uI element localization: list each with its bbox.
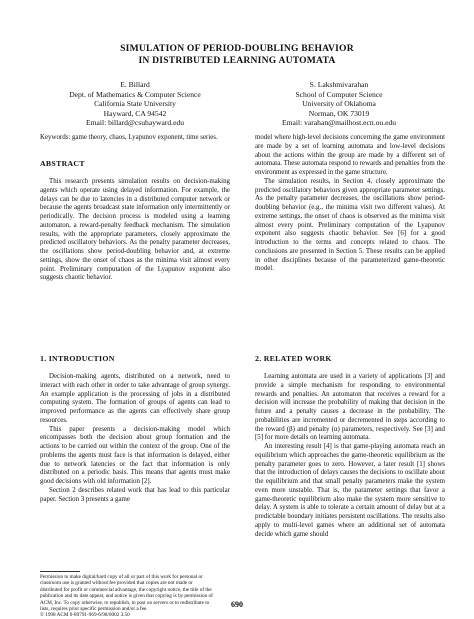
related-work-heading: 2. RELATED WORK: [255, 354, 332, 363]
right-column-continued: [255, 134, 445, 274]
footnote-line: Permission to make digital/hard copy of all or part of this work for personal or: [40, 574, 203, 580]
intro-paragraph-3: Section 2 describes related work that has lead to this particular paper. Section 3 presents a game: [40, 486, 230, 503]
author-block-2: [239, 80, 439, 128]
author-2-email: Email: varahan@mailhost.ecn.ou.edu: [281, 118, 397, 128]
author-2-city: Norman, OK 73019: [308, 108, 370, 118]
author-2-name: S. Lakshmivarahan: [309, 80, 369, 89]
author-2-dept: School of Computer Science: [295, 89, 383, 99]
introduction-heading: 1. INTRODUCTION: [40, 354, 115, 363]
abstract-paragraph: This research presents simulation results on decision-making agents which operate using delayed information. For example, the delays can be due to latencies in a distributed computer network or because the agents broadcast state information only intermittently or periodically. The decision process is modeled using a learning automaton, a reward-penalty feedback mechanism. The simulation results, with the appropriate parameters, closely approximate the predicted oscillatory behaviors. As the penalty parameter decreases, the oscillations show period-doubling behavior and, at extreme settings, show the onset of chaos as the minima visit almost every point. Preliminary computation of the Lyapunov exponent also suggests chaotic behavior.: [40, 178, 230, 282]
abstract-heading: ABSTRACT: [40, 159, 85, 168]
footnote-line: ACM, Inc. To copy otherwise, to republish, to post on servers or to redistribute to: [40, 599, 210, 606]
footnote-line: distributed for profit or commercial advantage, the copyright notice, the title of the: [40, 586, 212, 593]
author-1-email: Email: billard@csuhayward.edu: [85, 118, 185, 128]
author-1-name: E. Billard: [120, 80, 150, 89]
abstract-body: [40, 178, 230, 283]
copyright-footnote: [40, 574, 235, 619]
author-1-city: Hayward, CA 94542: [103, 108, 167, 118]
footnote-line: lists, requires prior specific permission and/or a fee.: [40, 606, 148, 613]
related-work-body: [255, 373, 445, 539]
keywords: Keywords: game theory, chaos, Lyapunov exponent, time series.: [40, 134, 218, 141]
right-paragraph-2: The simulation results, in Section 4, closely approximate the predicted oscillatory behaviors given appropriate parameter settings. As the penalty parameter decreases, the oscillations show period-doubling behavior (e.g., the minima visit two different values). At extreme settings, the onset of chaos is observed as the minima visit almost every point. Preliminary computation of the Lyapunov exponent also suggests chaotic behavior. See [6] for a good introduction to the terms and concepts related to chaos. The conclusions are presented in Section 5. These results can be applied in other disciplines because of the parameterized game-theoretic model.: [255, 177, 445, 273]
paper-title: [40, 43, 434, 67]
page-number: 690: [231, 600, 243, 609]
introduction-body: [40, 373, 230, 504]
related-paragraph-2: An interesting result [4] is that game-playing automata reach an equilibrium which approaches the game-theoretic equilibrium as the penalty parameter goes to zero. However, a later result [1] shows that the introduction of delays causes the decisions to oscillate about the equilibrium and that small penalty parameters make the system even more unstable. That is, the parameter settings that favor a game-theoretic equilibrium also make the system more sensitive to delay. A system is able to tolerate a certain amount of delay but at a predictable boundary initiates persistent oscillations. The results also apply to multi-level games where an additional set of automata decide which game should: [255, 443, 445, 538]
author-1-dept: Dept. of Mathematics & Computer Science: [69, 89, 201, 99]
title-line-2: IN DISTRIBUTED LEARNING AUTOMATA: [138, 55, 336, 66]
footnote-rule: [40, 571, 80, 572]
author-2-university: University of Oklahoma: [302, 99, 376, 109]
author-block-1: [35, 80, 235, 128]
author-1-university: California State University: [94, 99, 176, 109]
footnote-line: © 1998 ACM 0-89791-969-6/98/0002 3.50: [40, 612, 130, 619]
right-paragraph-1: model where high-level decisions concerning the game environment are made by a set of learning automata and low-level decisions about the actions within the group are made by a different set of automata. These automata respond to rewards and penalties from the environment as expressed in the game structure.: [255, 134, 445, 176]
intro-paragraph-1: Decision-making agents, distributed on a network, need to interact with each other in order to take advantage of group synergy. An example application is the processing of jobs in a distributed computing system. The formation of groups of agents can lead to improved performance as the agents can effectively share group resources.: [40, 373, 230, 424]
footnote-line: classroom use is granted without fee provided that copies are not made or: [40, 580, 193, 587]
intro-paragraph-2: This paper presents a decision-making model which encompasses both the decision about group formation and the actions to be carried out within the context of the group. One of the problems the agents must face is that information is delayed, either due to network latencies or the fact that information is only distributed on a periodic basis. This means that agents must make good decisions with old information [2].: [40, 425, 230, 485]
title-line-1: SIMULATION OF PERIOD-DOUBLING BEHAVIOR: [120, 43, 354, 54]
related-paragraph-1: Learning automata are used in a variety of applications [3] and provide a simple mechanism for responding to environmental rewards and penalties. An automaton that receives a reward for a decision will increase the probability of making that decision in the future and a penalty causes a decrease in the probability. The probabilities are incremented or decremented in steps according to the reward (β) and penalty (α) parameters, respectively. See [3] and [5] for more details on learning automata.: [255, 373, 445, 442]
footnote-line: publication and its date appear, and notice is given that copying is by permission of: [40, 593, 213, 600]
